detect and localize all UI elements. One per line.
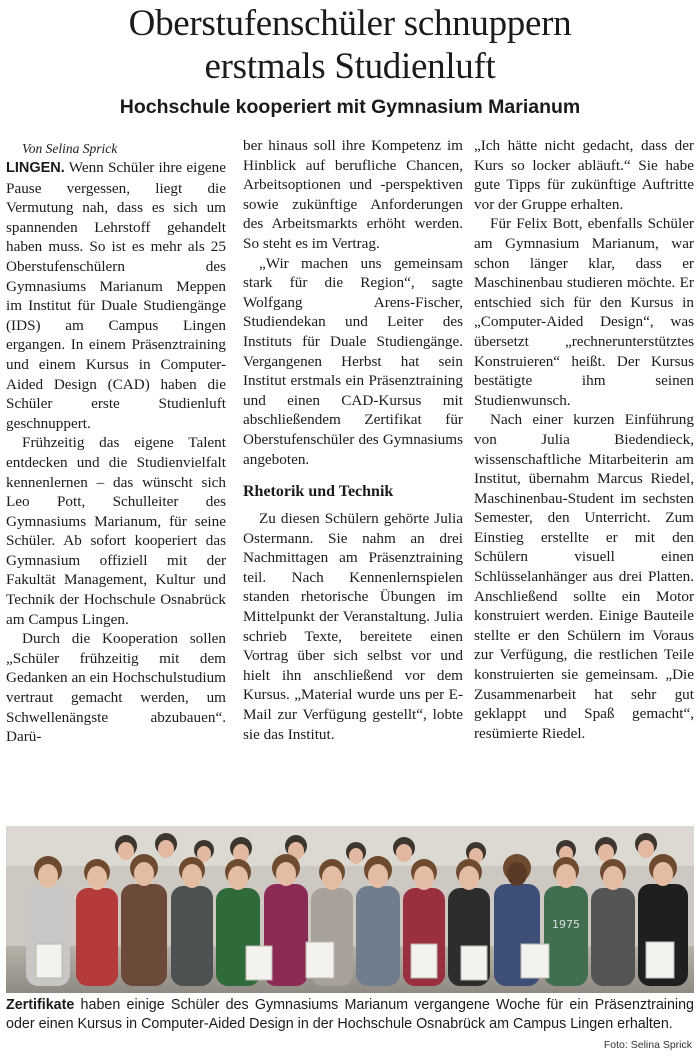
group-photo	[6, 826, 694, 993]
photo-credit: Foto: Selina Sprick	[603, 1039, 692, 1051]
paragraph-2: Frühzeitig das eigene Talent entdecken und die Studienvielfalt kennenlernen – das wünscht sich Leo Pott, Schulleiter des Gymnasiums Marianum, für seine Schüler. Ab sofort kooperiert das Gymnasium offiziell mit der Fakultät Management, Kultur und Technik der Hochschule Osnabrück am Campus Lingen.	[6, 434, 226, 628]
headline-line-1: Oberstufenschüler schnuppern	[128, 3, 572, 44]
byline: Von Selina Sprick	[22, 141, 118, 156]
subheadline: Hochschule kooperiert mit Gymnasium Marianum	[119, 96, 581, 118]
paragraph-7: „Ich hätte nicht gedacht, dass der Kurs so locker abläuft.“ Sie habe gute Tipps für zukünftige Auftritte vor der Gruppe erhalten.	[474, 137, 694, 213]
paragraph-5: „Wir machen uns gemeinsam stark für die Region“, sagte Wolfgang Arens-Fischer, Studiendekan und Leiter des Instituts für Duale Studiengänge. Vergangenen Herbst hat sein Institut erstmals ein Präsenztraining und einen CAD-Kursus mit abschließendem Zertifikat für Oberstufenschüler des Gymnasiums angeboten.	[243, 254, 463, 468]
photo-caption	[6, 996, 694, 1033]
article-column-1	[6, 140, 226, 747]
paragraph-6: Zu diesen Schülern gehörte Julia Ostermann. Sie nahm an drei Nachmittagen am Präsenztraining teil. Nach Kennenlernspielen standen rhetorische Übungen im Mittelpunkt der Veranstaltung. Julia schrieb Texte, bereitete einen Vortrag über sich selbst vor und hielt ihn anschließend vor dem Kursus. „Material wurde uns per E-Mail zur Verfügung gestellt“, lobte sie das Institut.	[243, 510, 463, 743]
shirt-text: 1975	[552, 918, 580, 931]
article-column-3	[474, 136, 694, 743]
group-photo-illustration	[6, 826, 694, 993]
paragraph-3: Durch die Kooperation sollen „Schüler frühzeitig mit dem Gedanken an ein Hochschulstudium vertraut gemacht werden, um Schwellenängste abzubauen“. Darü-	[6, 630, 226, 746]
paragraph-9: Nach einer kurzen Einführung von Julia Biedendieck, wissenschaftliche Mitarbeiterin am Institut, übernahm Marcus Riedel, Maschinenbau-Student im sechsten Semester, den Unterricht. Zum Einstieg erstellte er mit den Schülern visuell einen Schlüsselanhänger aus drei Platten. Anschließend sollte ein Motor konstruiert werden. Einige Bauteile stellte er den Schülern im Voraus zur Verfügung, die restlichen Teile konstruierten sie gemeinsam. „Die Zusammenarbeit hat sehr gut geklappt und Spaß gemacht“, resümierte Riedel.	[474, 411, 694, 742]
section-heading: Rhetorik und Technik	[243, 483, 394, 501]
dateline: LINGEN.	[6, 160, 65, 176]
caption-lead: Zertifikate	[6, 997, 75, 1013]
headline	[0, 2, 700, 88]
paragraph-8: Für Felix Bott, ebenfalls Schüler am Gymnasium Marianum, war schon länger klar, dass er Maschinenbau studieren möchte. Er entschied sich für den Kursus in „Computer-Aided Design“, was übersetzt „rechnerunterstütztes Konstruieren“ heißt. Der Kursus bestätigte ihm seinen Studienwunsch.	[474, 215, 694, 409]
paragraph-1	[6, 158, 226, 433]
paragraph-1-text: Wenn Schüler ihre eigene Pause vergessen, liegt die Vermutung nah, dass es sich um spannenden Lehrstoff gehandelt haben muss. So ist es mehr als 25 Oberstufenschülern des Gymnasiums Marianum Meppen im Institut für Duale Studiengänge (IDS) am Campus Lingen ergangen. In einem Präsenztraining und einem Kursus in Computer-Aided Design (CAD) haben die Schüler erste Studienluft geschnuppert.	[6, 159, 226, 432]
headline-line-2: erstmals Studienluft	[204, 46, 496, 87]
article-column-2	[243, 136, 463, 744]
paragraph-4: ber hinaus soll ihre Kompetenz im Hinblick auf berufliche Chancen, Arbeitsoptionen und -perspektiven sowie zukünftige Anforderungen des Arbeitsmarkts erhöht werden. So steht es im Vertrag.	[243, 137, 463, 252]
caption-text: haben einige Schüler des Gymnasiums Marianum vergangene Woche für ein Präsenztraining oder einen Kursus in Computer-Aided Design in der Hochschule Osnabrück am Campus Lingen erhalten.	[6, 997, 694, 1032]
